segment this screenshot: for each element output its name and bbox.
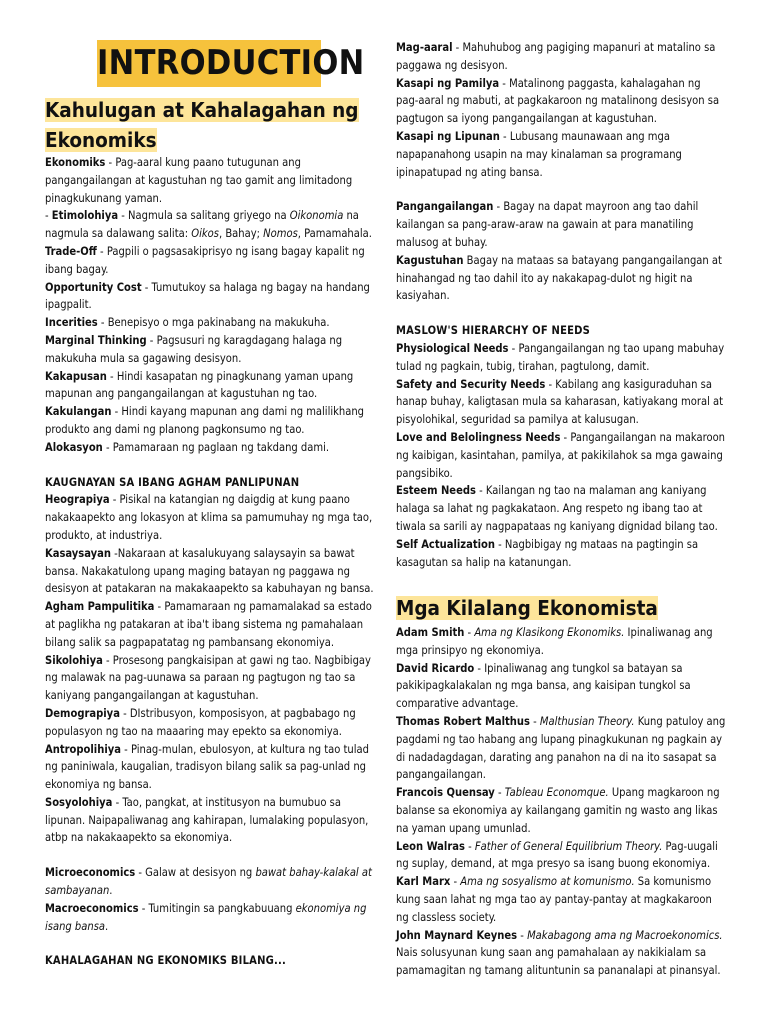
section-maslow: MASLOW'S HIERARCHY OF NEEDS <box>396 324 591 338</box>
economist-malthus: Thomas Robert Malthus - Malthusian Theory. Kung patuloy ang pagdami ng tao habang ang lupang pinagkukunan ng pagkain ay di nadadagdagan, darating ang panahon na di na ito sasapat sa pangangailangan. <box>396 714 726 782</box>
role-mag-aaral: Mag-aaral - Mahuhubog ang pagiging mapanuri at matalino sa paggawa ng desisyon. <box>396 41 716 72</box>
def-kakulangan: Kakulangan - Hindi kayang mapunan ang dami ng malilikhang produkto ang dami ng planong pagkonsumo ng tao. <box>45 405 365 436</box>
heading-line-1: Kahulugan at Kahalagahan ng <box>45 98 359 122</box>
science-heograpiya: Heograpiya - Pisikal na katangian ng daigdig at kung paano nakakaapekto ang lokasyon at klima sa pamumuhay ng mga tao, produkto, at industriya. <box>45 493 373 542</box>
role-kasapi-pamilya: Kasapi ng Pamilya - Matalinong paggasta, kahalagahan ng pag-aaral ng mabuti, at pagkakaroon ng matalinong desisyon sa pagtugon sa iyong pangangailangan at kagustuhan. <box>396 76 720 126</box>
maslow-physiological: Physiological Needs - Pangangailangan ng tao upang mabuhay tulad ng pagkain, tubig, tirahan, pagtulong, damit. <box>396 341 725 373</box>
def-alokasyon: Alokasyon - Pamamaraan ng paglaan ng takdang dami. <box>45 440 330 454</box>
economists-list <box>396 624 726 980</box>
maslow-love: Love and Belolingness Needs - Pangangailangan na makaroon ng kaibigan, kasintahan, pamilya, at pakikilahok sa mga gawaing pangsibiko. <box>396 430 726 480</box>
maslow-safety: Safety and Security Needs - Kabilang ang kasiguraduhan sa hanap buhay, kaligtasan mula sa kaharasan, katiyakang moral at pisyolohikal, seguridad sa pamilya at kalusugan. <box>396 377 724 427</box>
maslow-self-actualization: Self Actualization - Nagbibigay ng mataas na pagtingin sa kasagutan sa halip na katanungan. <box>396 537 699 569</box>
heading-line-2: Ekonomiks <box>45 128 157 152</box>
science-kasaysayan: Kasaysayan -Nakaraan at kasalukuyang salaysayin sa bawat bansa. Nakakatulong upang maging batayan ng paggawa ng desisyon at patakaran na makakaapekto sa kabuhayan ng bansa. <box>45 546 374 596</box>
section-heading-kahulugan <box>45 95 359 155</box>
def-ekonomiks: Ekonomiks - Pag-aaral kung paano tutugunan ang pangangailangan at kagustuhan ng tao gamit ang limitadong pinagkukunang yaman. <box>45 156 353 205</box>
right-column <box>396 39 726 571</box>
left-column <box>45 154 375 970</box>
economist-marx: Karl Marx - Ama ng sosyalismo at komunismo. Sa komunismo kung saan lahat ng mga tao ay pantay-pantay at magkakaroon ng classless society. <box>396 875 712 924</box>
def-kakapusan: Kakapusan - Hindi kasapatan ng pinagkunang yaman upang mapunan ang pangangailangan at kagustuhan ng tao. <box>45 369 354 401</box>
need-kagustuhan: Kagustuhan Bagay na mataas sa batayang pangangailangan at hinahangad ng tao dahil ito ay nakakapag-dulot ng higit na kasiyahan. <box>396 253 722 303</box>
def-opportunity-cost: Opportunity Cost - Tumutukoy sa halaga ng bagay na handang ipagpalit. <box>45 280 370 312</box>
economist-david-ricardo: David Ricardo - Ipinaliwanag ang tungkol sa batayan sa pakikipagkalakalan ng mga bansa, ang kaisipan tungkol sa comparative advantage. <box>396 661 691 711</box>
def-trade-off: Trade-Off - Pagpili o pagsasakiprisyo ng isang bagay kapalit ng ibang bagay. <box>45 244 365 276</box>
page-title: INTRODUCTION <box>97 43 365 83</box>
heading-ekonomista: Mga Kilalang Ekonomista <box>396 596 658 620</box>
science-sikolohiya: Sikolohiya - Prosesong pangkaisipan at gawi ng tao. Nagbibigay ng malawak na pag-uunawa sa paraan ng pagtugon ng tao sa kaniyang pangangailangan at kagustuhan. <box>45 653 371 703</box>
section-heading-ekonomista <box>396 593 658 623</box>
def-macroeconomics: Macroeconomics - Tumitingin sa pangkabuuang ekonomiya ng isang bansa. <box>45 901 367 933</box>
def-etimolohiya: - Etimolohiya - Nagmula sa salitang griyego na Oikonomia na nagmula sa dalawang salita: Oikos, Bahay; Nomos, Pamamahala. <box>45 209 372 241</box>
section-kahalagahan: KAHALAGAHAN NG EKONOMIKS BILANG... <box>45 954 286 968</box>
title-banner <box>97 40 365 87</box>
science-demograpiya: Demograpiya - DIstribusyon, komposisyon, at pagbabago ng populasyon ng tao na maaaring may epekto sa ekonomiya. <box>45 706 356 738</box>
def-marginal-thinking: Marginal Thinking - Pagsusuri ng karagdagang halaga ng makukuha mula sa gagawing desisyon. <box>45 333 343 365</box>
economist-walras: Leon Walras - Father of General Equilibrium Theory. Pag-uugali ng suplay, demand, at mga presyo sa isang buong ekonomiya. <box>396 839 718 871</box>
science-agham-pampulitika: Agham Pampulitika - Pamamaraan ng pamamalakad sa estado at paglikha ng patakaran at iba't ibang sistema ng pamahalaan bilang salik sa pagpapatatag ng pambansang ekonomiya. <box>45 600 372 649</box>
economist-quensay: Francois Quensay - Tableau Economque. Upang magkaroon ng balanse sa ekonomiya ay kailangang gamitin ng wasto ang likas na yaman upang umunlad. <box>396 786 720 835</box>
science-antropolihiya: Antropolihiya - Pinag-mulan, ebulosyon, at kultura ng tao tulad ng paniniwala, kaugalian, tradisyon bilang salik sa pag-unlad ng ekonomiya ng bansa. <box>45 742 369 792</box>
maslow-esteem: Esteem Needs - Kailangan ng tao na malaman ang kaniyang halaga sa lahat ng pagkakataon. Ang respeto ng ibang tao at tiwala sa sarili ay nagpapataas ng kaniyang dignidad bilang tao. <box>396 484 718 533</box>
section-kaugnayan: KAUGNAYAN SA IBANG AGHAM PANLIPUNAN <box>45 475 300 489</box>
def-microeconomics: Microeconomics - Galaw at desisyon ng bawat bahay-kalakal at sambayanan. <box>45 866 372 898</box>
economist-adam-smith: Adam Smith - Ama ng Klasikong Ekonomiks. Ipinaliwanag ang mga prinsipyo ng ekonomiya. <box>396 626 713 657</box>
science-sosyolohiya: Sosyolohiya - Tao, pangkat, at institusyon na bumubuo sa lipunan. Naipapaliwanag ang kahirapan, lumalaking populasyon, atbp na nakakaapekto sa ekonomiya. <box>45 795 369 845</box>
role-kasapi-lipunan: Kasapi ng Lipunan - Lubusang maunawaan ang mga napapanahong usapin na may kinalaman sa programang ipinapatupad ng ating bansa. <box>396 129 682 179</box>
need-pangangailangan: Pangangailangan - Bagay na dapat mayroon ang tao dahil kailangan sa pang-araw-araw na gawain at para manatiling malusog at buhay. <box>396 200 699 249</box>
def-incerities: Incerities - Benepisyo o mga pakinabang na makukuha. <box>45 316 330 330</box>
economist-keynes: John Maynard Keynes - Makabagong ama ng Macroekonomics. Nais solusyunan kung saan ang pamahalaan ay nakikialam sa pamamagitan ng tamang alituntunin sa pananalapi at pinansyal. <box>396 928 723 978</box>
